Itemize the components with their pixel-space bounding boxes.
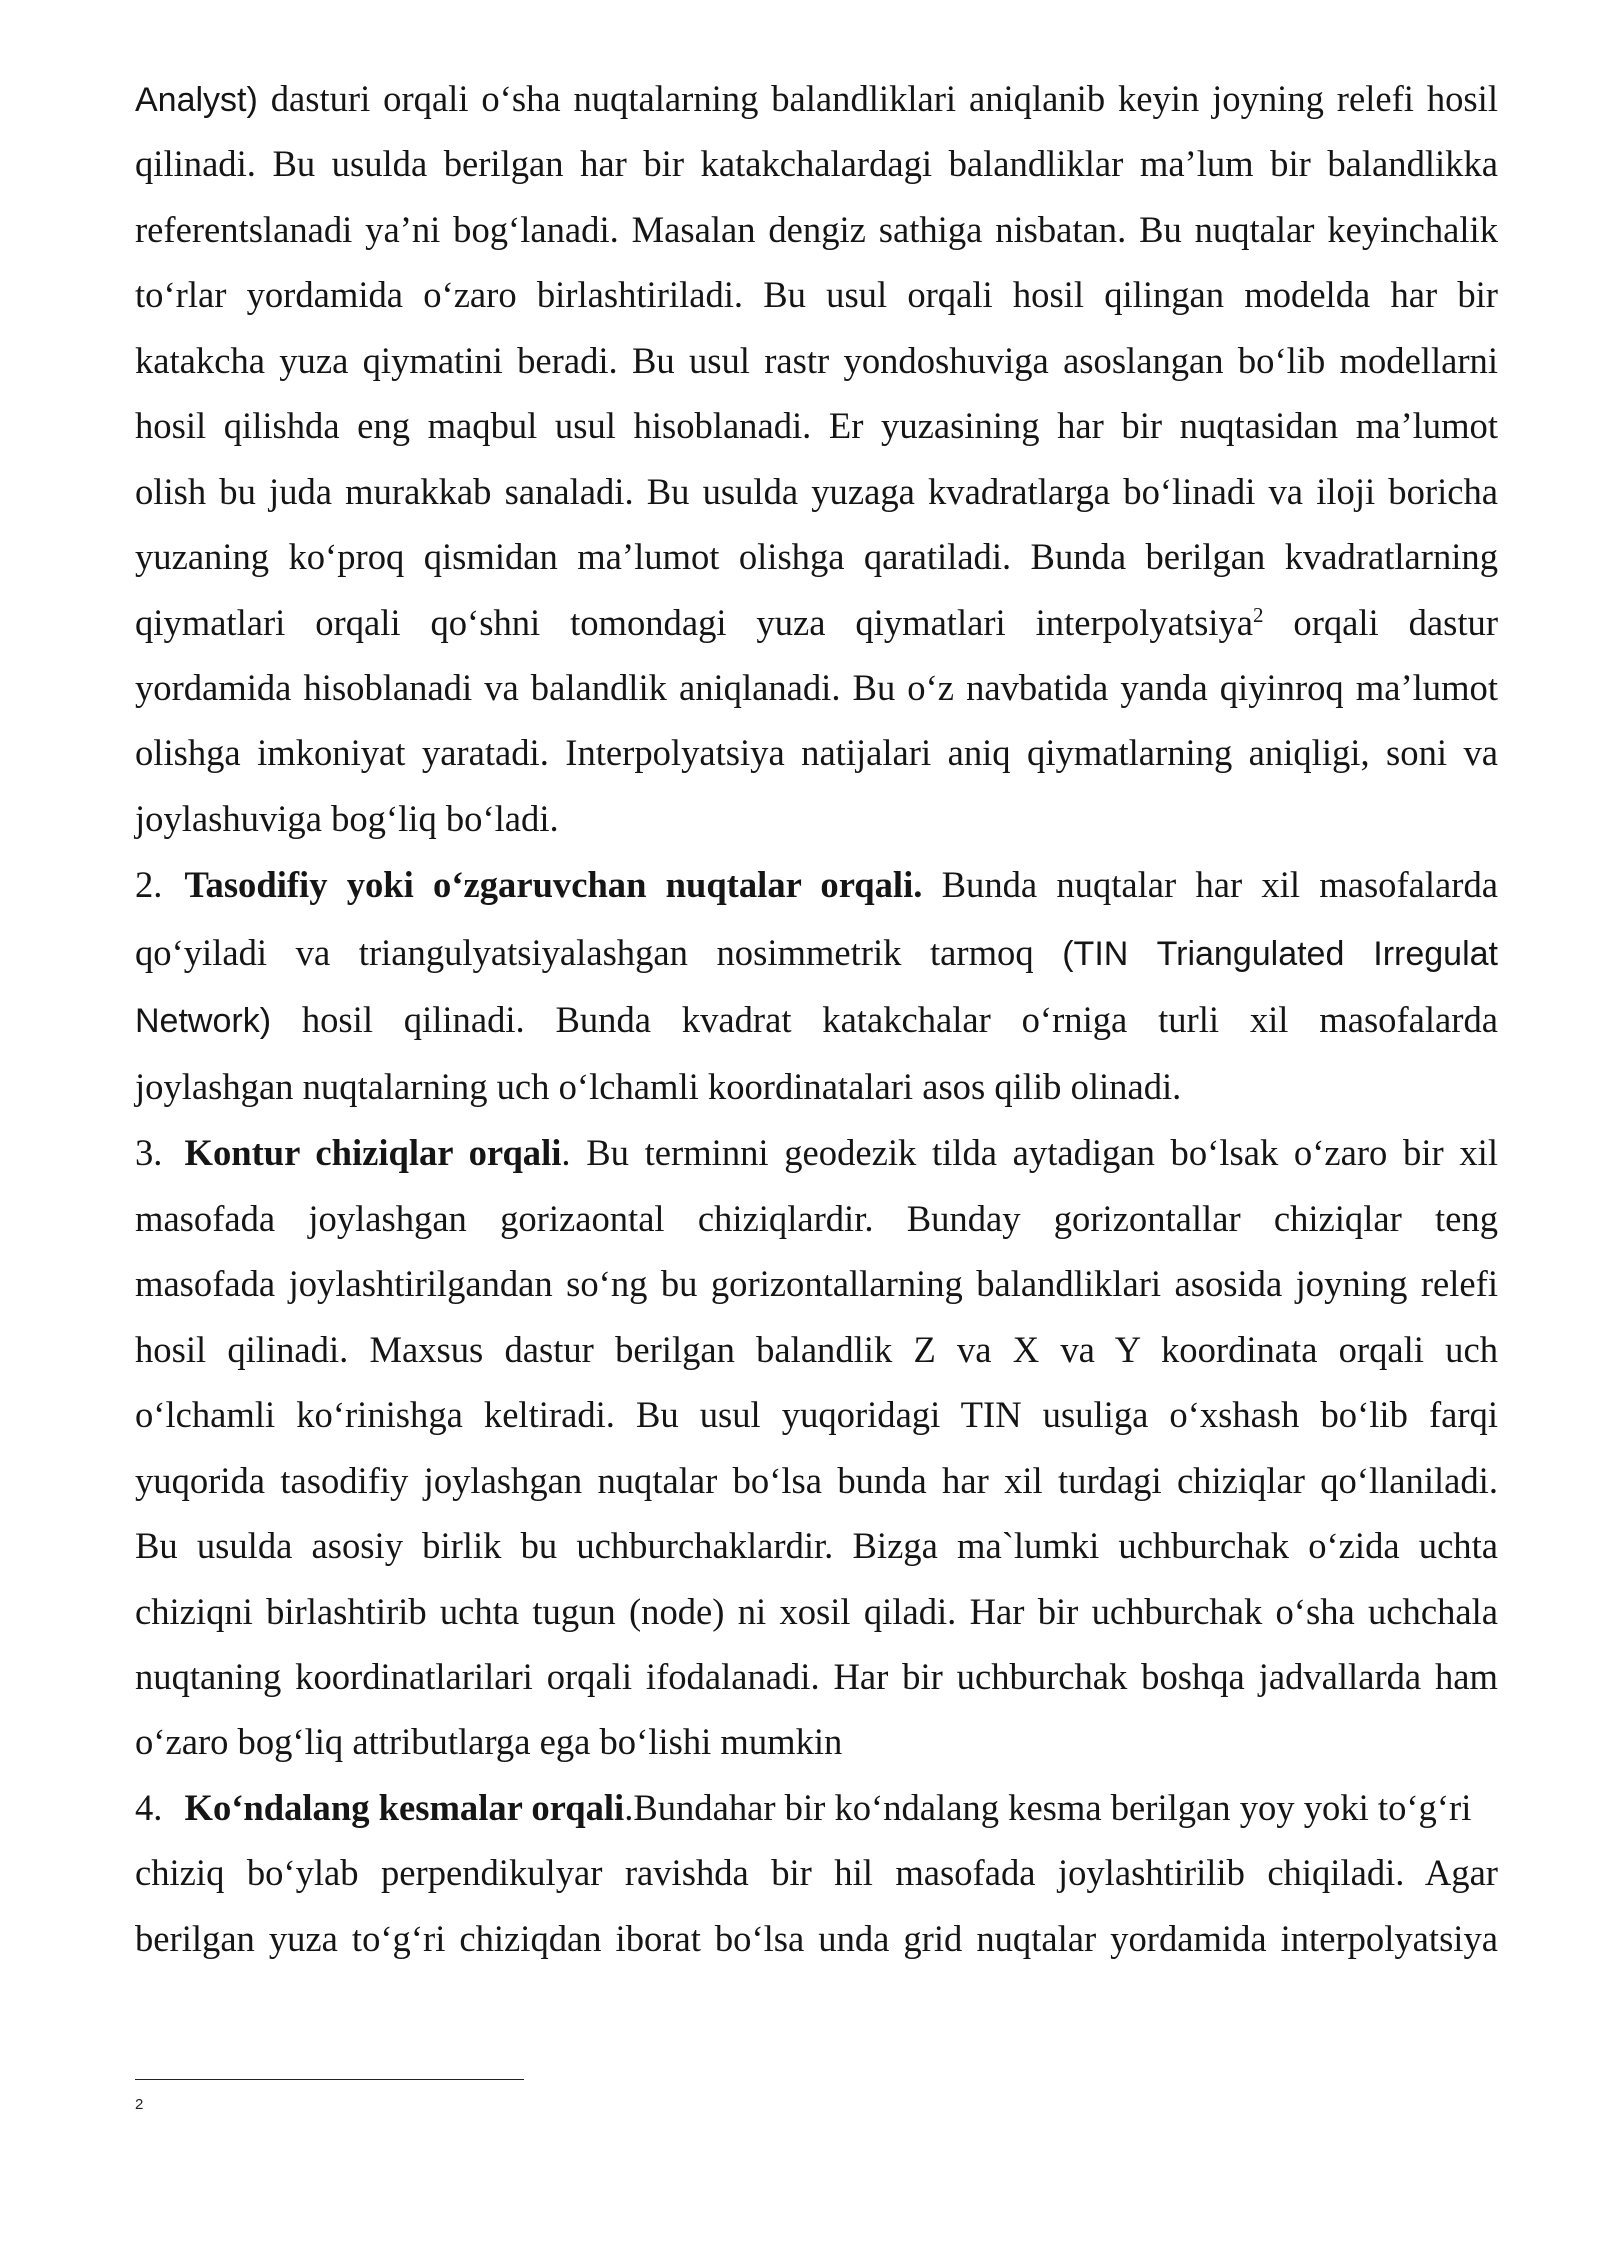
term-fragment: Network) (135, 1001, 272, 1040)
body-text: chiziq bo‘ylab perpendikulyar ravishda bir hil masofada joylashtirilib chiqiladi. Agar (135, 1852, 1498, 1894)
text-line (135, 590, 1498, 655)
body-text: orqali dastur (1263, 601, 1499, 643)
text-line (135, 524, 1498, 589)
body-text: Bu usulda asosiy birlik bu uchburchaklardir. Bizga ma`lumki uchburchak o‘zida uchta (135, 1525, 1498, 1567)
body-text: joylashgan nuqtalarning uch o‘lchamli koordinatalari asos qilib olinadi. (135, 1066, 1182, 1108)
text-line (135, 1906, 1498, 1971)
body-text: olish bu juda murakkab sanaladi. Bu usulda yuzaga kvadratlarga bo‘linadi va iloji boricha (135, 470, 1498, 512)
body-text: referentslanadi ya’ni bog‘lanadi. Masalan dengiz sathiga nisbatan. Bu nuqtalar keyinchalik (135, 208, 1498, 250)
document-body (135, 66, 1498, 1971)
paragraph-continuation (135, 66, 1498, 851)
body-text: Bunda nuqtalar har xil masofalarda (922, 864, 1498, 906)
footnote (135, 2096, 143, 2114)
list-item-4 (135, 1775, 1498, 1971)
list-item-heading: Kontur chiziqlar orqali (184, 1132, 562, 1174)
footnote-marker: 2 (135, 2096, 144, 2113)
list-item-2 (135, 851, 1498, 1120)
text-line (135, 1053, 1498, 1120)
body-text: masofada joylashgan gorizaontal chiziqlardir. Bunday gorizontallar chiziqlar teng (135, 1197, 1498, 1239)
software-name-fragment: Analyst) (135, 81, 258, 119)
text-line (135, 328, 1498, 393)
text-line (135, 197, 1498, 262)
list-number: 3. (135, 1132, 163, 1174)
body-text: olishga imkoniyat yaratadi. Interpolyatsiya natijalari aniq qiymatlarning aniqligi, soni va (135, 732, 1498, 774)
text-line (135, 1382, 1498, 1447)
body-text: dasturi orqali o‘sha nuqtalarning balandliklari aniqlanib keyin joyning relefi hosil (257, 78, 1498, 119)
text-line (135, 1251, 1498, 1316)
body-text: masofada joylashtirilgandan so‘ng bu gorizontallarning balandliklari asosida joyning relefi (135, 1263, 1498, 1305)
body-text: yuqorida tasodifiy joylashgan nuqtalar bo‘lsa bunda har xil turdagi chiziqlar qo‘llaniladi. (135, 1459, 1498, 1501)
body-text: qilinadi. Bu usulda berilgan har bir katakchalardagi balandliklar ma’lum bir balandlikka (135, 143, 1498, 185)
text-line (135, 1644, 1498, 1709)
text-line (135, 1775, 1498, 1840)
text-line (135, 986, 1498, 1053)
text-line (135, 1709, 1498, 1774)
text-line (135, 262, 1498, 327)
body-text: hosil qilishda eng maqbul usul hisoblanadi. Er yuzasining har bir nuqtasidan ma’lumot (135, 405, 1498, 447)
body-text: o‘zaro bog‘liq attributlarga ega bo‘lishi mumkin (135, 1721, 843, 1763)
body-text: berilgan yuza to‘g‘ri chiziqdan iborat bo‘lsa unda grid nuqtalar yordamida interpolyatsiya (135, 1917, 1498, 1959)
body-text: hosil qilinadi. Bunda kvadrat katakchalar o‘rniga turli xil masofalarda (271, 998, 1498, 1040)
list-number: 4. (135, 1786, 163, 1828)
text-line (135, 919, 1498, 986)
body-text: yuzaning ko‘proq qismidan ma’lumot olishga qaratiladi. Bunda berilgan kvadratlarning (135, 536, 1498, 578)
text-line (135, 1840, 1498, 1905)
body-text: chiziqni birlashtirib uchta tugun (node) ni xosil qiladi. Har bir uchburchak o‘sha uchchala (135, 1590, 1498, 1632)
list-item-heading: Tasodifiy yoki o‘zgaruvchan nuqtalar orqali. (184, 864, 923, 906)
text-line (135, 851, 1498, 918)
text-line (135, 1448, 1498, 1513)
body-text: yordamida hisoblanadi va balandlik aniqlanadi. Bu o‘z navbatida yanda qiyinroq ma’lumot (135, 666, 1498, 708)
text-line (135, 459, 1498, 524)
text-line (135, 66, 1498, 131)
text-line (135, 786, 1498, 851)
list-item-3 (135, 1120, 1498, 1774)
body-text: to‘rlar yordamida o‘zaro birlashtiriladi. Bu usul orqali hosil qilingan modelda har bir (135, 274, 1498, 316)
body-text: .Bundahar bir ko‘ndalang kesma berilgan yoy yoki to‘g‘ri (624, 1786, 1472, 1828)
body-text: o‘lchamli ko‘rinishga keltiradi. Bu usul yuqoridagi TIN usuliga o‘xshash bo‘lib farqi (135, 1394, 1498, 1436)
body-text: katakcha yuza qiymatini beradi. Bu usul rastr yondoshuviga asoslangan bo‘lib modellarni (135, 339, 1498, 381)
text-line (135, 1579, 1498, 1644)
body-text: . Bu terminni geodezik tilda aytadigan bo‘lsak o‘zaro bir xil (561, 1132, 1498, 1174)
body-text: qiymatlari orqali qo‘shni tomondagi yuza qiymatlari interpolyatsiya (135, 601, 1253, 643)
body-text: joylashuviga bog‘liq bo‘ladi. (135, 797, 559, 839)
body-text: qo‘yiladi va triangulyatsiyalashgan nosimmetrik tarmoq (135, 931, 1063, 973)
text-line (135, 393, 1498, 458)
text-line (135, 1513, 1498, 1578)
body-text: nuqtaning koordinatlarilari orqali ifodalanadi. Har bir uchburchak boshqa jadvallarda ham (135, 1655, 1498, 1697)
text-line (135, 655, 1498, 720)
text-line (135, 131, 1498, 196)
text-line (135, 1186, 1498, 1251)
text-line (135, 1120, 1498, 1185)
text-line (135, 1317, 1498, 1382)
text-line (135, 720, 1498, 785)
footnote-separator (135, 2079, 524, 2080)
list-number: 2. (135, 864, 163, 906)
term-fragment: (TIN Triangulated Irregulat (1062, 934, 1498, 973)
footnote-reference: 2 (1253, 602, 1264, 627)
list-item-heading: Ko‘ndalang kesmalar orqali (184, 1786, 625, 1828)
body-text: hosil qilinadi. Maxsus dastur berilgan balandlik Z va X va Y koordinata orqali uch (135, 1328, 1498, 1370)
